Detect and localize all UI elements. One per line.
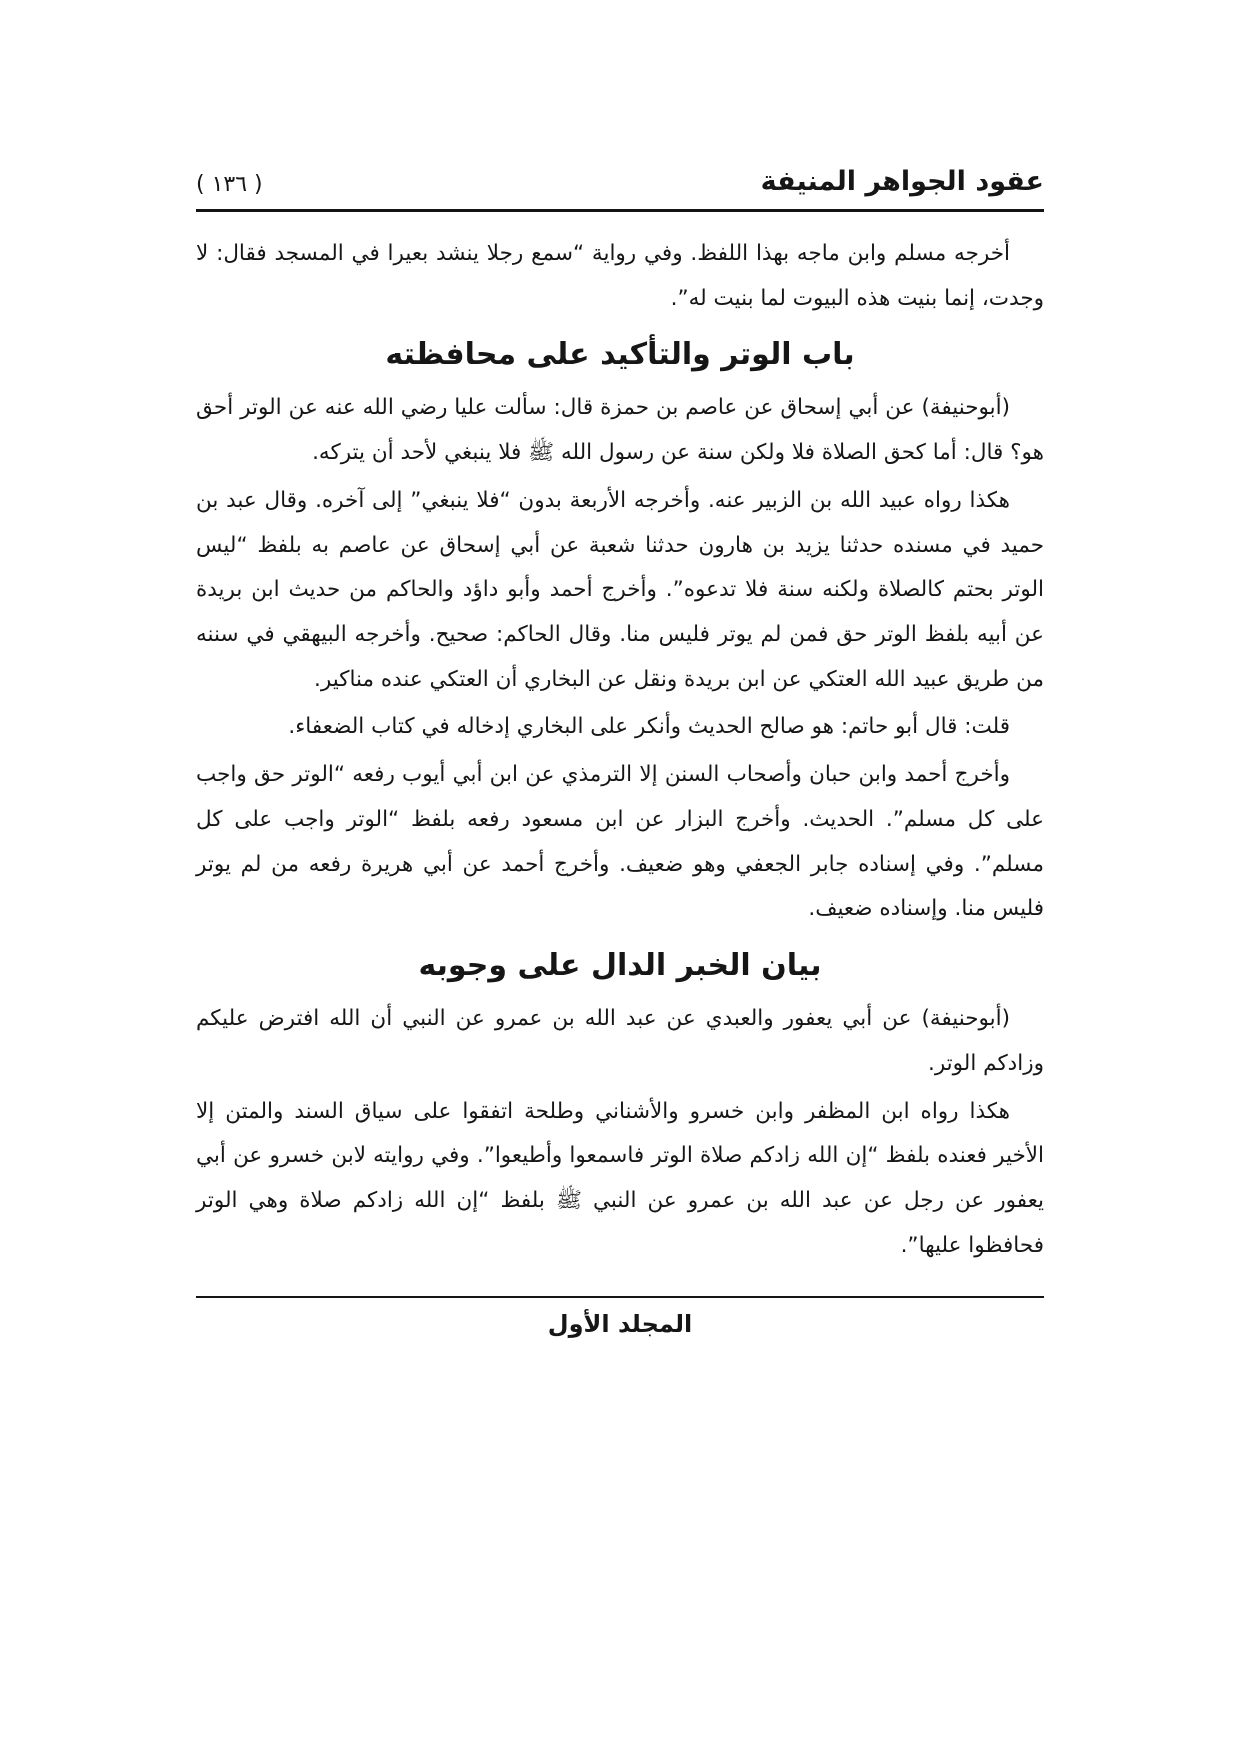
book-title: عقود الجواهر المنيفة [760,166,1044,197]
paragraph: قلت: قال أبو حاتم: هو صالح الحديث وأنكر على البخاري إدخاله في كتاب الضعفاء. [288,714,1010,740]
volume-label: المجلد الأول [547,1310,693,1339]
section-heading: باب الوتر والتأكيد على محافظته [385,337,855,373]
paragraph: هكذا رواه ابن المظفر وابن خسرو والأشناني وطلحة اتفقوا على سياق السند والمتن إلا الأخير فعنده بلفظ “إن الله زادكم صلاة الوتر فاسمعوا وأطيعوا”. وفي روايته لابن خسرو عن أبي يعفور عن رجل عن عبد الله بن عمرو عن النبي ﷺ بلفظ “إن الله زادكم صلاة وهي الوتر فحافظوا عليها”. [196,1098,1044,1258]
paragraph: (أبوحنيفة) عن أبي يعفور والعبدي عن عبد الله بن عمرو عن النبي أن الله افترض عليكم وزادكم الوتر. [196,1006,1044,1076]
page-header [196,166,1044,209]
section-heading: بيان الخبر الدال على وجوبه [418,948,822,984]
paragraph: هكذا رواه عبيد الله بن الزبير عنه. وأخرجه الأربعة بدون “فلا ينبغي” إلى آخره. وقال عبد بن حميد في مسنده حدثنا يزيد بن هارون حدثنا شعبة عن أبي إسحاق عن عاصم به بلفظ “ليس الوتر بحتم كالصلاة ولكنه سنة فلا تدعوه”. وأخرج أحمد وأبو داؤد والحاكم من حديث ابن بريدة عن أبيه بلفظ الوتر حق فمن لم يوتر فليس منا. وقال الحاكم: صحيح. وأخرجه البيهقي في سننه من طريق عبيد الله العتكي عن ابن بريدة ونقل عن البخاري أن العتكي عنده مناكير. [196,487,1044,692]
paragraph: أخرجه مسلم وابن ماجه بهذا اللفظ. وفي رواية “سمع رجلا ينشد بعيرا في المسجد فقال: لا وجدت، إنما بنيت هذه البيوت لما بنيت له”. [196,241,1044,311]
body-text [196,212,1044,1268]
paragraph: (أبوحنيفة) عن أبي إسحاق عن عاصم بن حمزة قال: سألت عليا رضي الله عنه عن الوتر أحق هو؟ قال: أما كحق الصلاة فلا ولكن سنة عن رسول الله ﷺ فلا ينبغي لأحد أن يتركه. [196,395,1044,466]
page-number: ( ١٣٦ ) [196,172,263,197]
page-content-area [196,0,1044,1338]
paragraph: وأخرج أحمد وابن حبان وأصحاب السنن إلا الترمذي عن ابن أبي أيوب رفعه “الوتر حق واجب على كل مسلم”. الحديث. وأخرج البزار عن ابن مسعود رفعه بلفظ “الوتر واجب على كل مسلم”. وفي إسناده جابر الجعفي وهو ضعيف. وأخرج أحمد عن أبي هريرة رفعه من لم يوتر فليس منا. وإسناده ضعيف. [196,762,1044,922]
